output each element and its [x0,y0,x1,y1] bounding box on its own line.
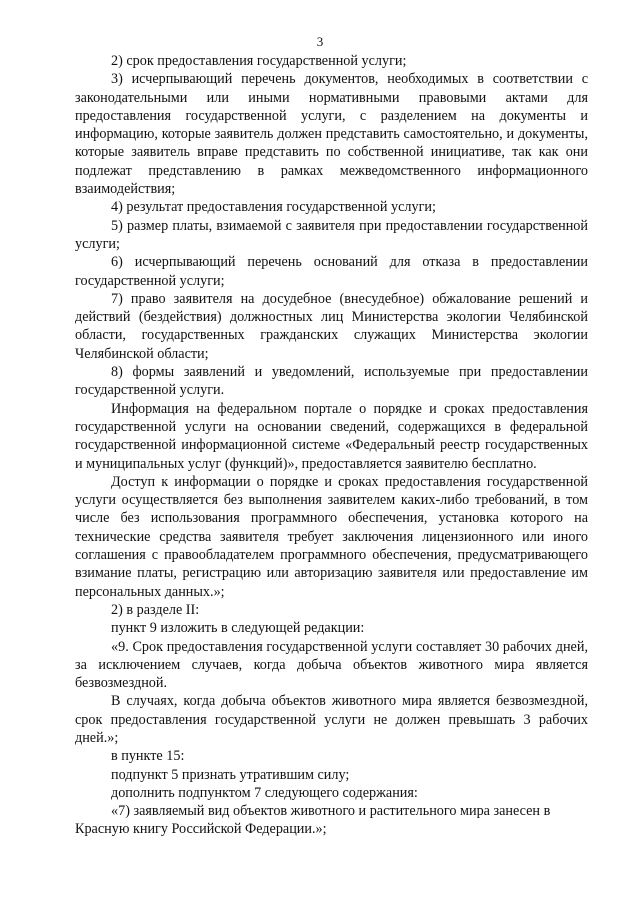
paragraph-item-7: 7) право заявителя на досудебное (внесудебное) обжалование решений и действий (бездействия) должностных лиц Министерства экологии Челябинской области, государственных гражданских служащих Министерства экологии Челябинской области; [75,290,588,362]
paragraph-point-9-intro: пункт 9 изложить в следующей редакции: [111,620,365,637]
paragraph-item-6: 6) исчерпывающий перечень оснований для отказа в предоставлении государственной услуги; [75,254,588,289]
paragraph-item-4: 4) результат предоставления государственной услуги; [111,199,436,216]
paragraph-item-2: 2) срок предоставления государственной услуги; [111,53,407,69]
paragraph-subpoint-7-text: «7) заявляемый вид объектов животного и растительного мира занесен в Красную книгу Российской Федерации.»; [75,803,551,838]
paragraph-item-8: 8) формы заявлений и уведомлений, используемые при предоставлении государственной услуги. [75,364,588,399]
document-body [75,52,588,839]
paragraph-subpoint-7-intro: дополнить подпунктом 7 следующего содержания: [111,784,418,801]
paragraph-section-ii: 2) в разделе II: [111,601,200,618]
paragraph-federal-portal-info: Информация на федеральном портале о порядке и сроках предоставления государственной услуги на основании сведений, содержащихся в федеральной государственной информационной системе «Федеральный реестр государственных и муниципальных услуг (функций)», предоставляется заявителю бесплатно. [75,400,588,472]
paragraph-subpoint-5: подпункт 5 признать утратившим силу; [111,766,350,783]
paragraph-point-15: в пункте 15: [111,748,185,765]
paragraph-access-info: Доступ к информации о порядке и сроках предоставления государственной услуги осуществляется без выполнения заявителем каких-либо требований, в том числе без использования программного обеспечения, установка которого на технические средства заявителя требует заключения лицензионного или иного соглашения с правообладателем программного обеспечения, предусматривающего взимание платы, регистрацию или авторизацию заявителя или предоставление им персональных данных.»; [75,473,588,600]
page-number: 3 [316,34,324,49]
paragraph-point-9-cases: В случаях, когда добыча объектов животного мира является безвозмездной, срок предоставления государственной услуги не должен превышать 3 рабочих дней.»; [75,693,588,746]
paragraph-item-5: 5) размер платы, взимаемой с заявителя при предоставлении государственной услуги; [75,217,588,252]
paragraph-item-3: 3) исчерпывающий перечень документов, необходимых в соответствии с законодательными или иными нормативными правовыми актами для предоставления государственной услуги, с разделением на документы и информацию, которые заявитель должен представить самостоятельно, и документы, которые заявитель вправе представить по собственной инициативе, так как они подлежат представлению в рамках межведомственного информационного взаимодействия; [75,71,588,198]
paragraph-point-9-text: «9. Срок предоставления государственной услуги составляет 30 рабочих дней, за исключением случаев, когда добыча объектов животного мира является безвозмездной. [75,638,588,692]
